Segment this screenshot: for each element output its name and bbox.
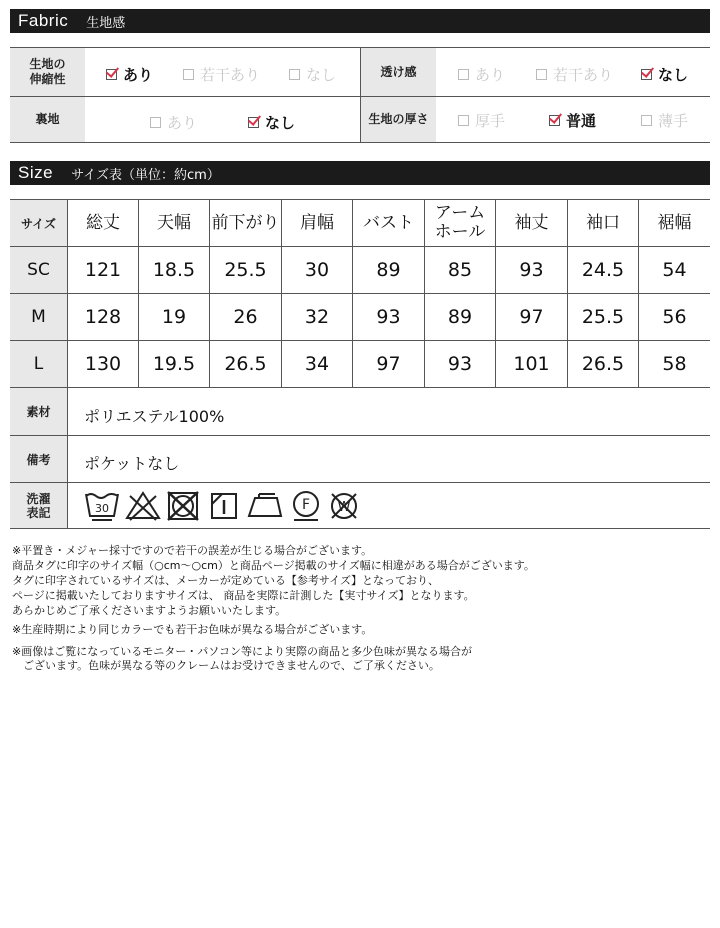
sheer-option-slight: 若干あり (536, 64, 613, 85)
table-cell: 26.5 (224, 353, 267, 375)
table-cell: 93 (447, 353, 473, 375)
thickness-option-thin: 薄手 (641, 110, 688, 131)
checkbox-empty-icon (183, 69, 194, 80)
header-shoulder: 肩幅 (300, 212, 334, 233)
note-tag-size: 商品タグに印字のサイズ幅（○cm〜○cm）と商品ページ掲載のサイズ幅に相違がある場合がございます。 (12, 559, 535, 572)
fabric-subtitle: 生地感 (86, 15, 126, 31)
checkbox-empty-icon (458, 69, 469, 80)
checkbox-checked-icon (248, 117, 259, 128)
sheer-option-no: なし (641, 64, 688, 85)
lining-option-yes: あり (150, 112, 197, 133)
wash-temp-label: 30 (95, 502, 109, 515)
lining-option-no: なし (248, 112, 295, 133)
iron-low-icon (245, 490, 285, 522)
checkbox-empty-icon (150, 117, 161, 128)
wash-30-icon (83, 490, 121, 522)
header-cuff: 袖口 (586, 212, 620, 233)
checkbox-checked-icon (549, 115, 560, 126)
header-front-drop: 前下がり (211, 212, 280, 233)
table-cell: 128 (84, 306, 122, 328)
note-measure: ※平置き・メジャー採寸ですので若干の誤差が生じる場合がございます。 (12, 544, 373, 557)
table-cell: 26 (233, 306, 258, 328)
note-actual-size: ページに掲載いたしておりますサイズは、 商品を実際に計測した【実寸サイズ】となります。 (12, 589, 475, 602)
table-cell: 93 (519, 259, 544, 281)
table-cell: 130 (84, 353, 122, 375)
table-cell: 25.5 (581, 306, 625, 328)
no-bleach-icon (125, 490, 161, 522)
checkbox-empty-icon (458, 115, 469, 126)
checkbox-empty-icon (289, 69, 300, 80)
header-size: サイズ (20, 216, 57, 231)
header-bust: バスト (363, 212, 414, 233)
table-cell: 101 (513, 353, 550, 375)
stretch-option-yes: あり (106, 64, 153, 85)
remarks-label-cell (10, 436, 67, 482)
table-cell: 18.5 (152, 259, 196, 281)
stretch-label-cell (10, 48, 85, 96)
checkbox-checked-icon (641, 69, 652, 80)
table-cell: 89 (376, 259, 401, 281)
table-cell: 24.5 (581, 259, 625, 281)
material-label-cell (10, 388, 67, 435)
note-thanks: あらかじめご了承くださいますようお願いいたします。 (12, 604, 287, 617)
checkbox-checked-icon (106, 69, 117, 80)
stretch-label: 生地の 伸縮性 (29, 57, 66, 86)
stretch-option-no: なし (289, 64, 336, 85)
lining-label: 裏地 (35, 112, 60, 126)
table-row-size: M (31, 307, 46, 327)
no-wet-clean-icon (327, 490, 361, 522)
sheer-label-cell (361, 48, 436, 96)
table-cell: 121 (84, 259, 122, 281)
table-row-size: L (33, 354, 44, 374)
size-title: Size (18, 163, 54, 182)
table-row-size: SC (27, 260, 50, 280)
size-subtitle: サイズ表（単位：約cm） (71, 167, 220, 183)
table-cell: 34 (304, 353, 330, 375)
note-color-lot: ※生産時期により同じカラーでも若干お色味が異なる場合がございます。 (12, 623, 373, 636)
dry-clean-f-icon (289, 490, 323, 522)
thickness-option-normal: 普通 (549, 110, 596, 131)
line-dry-shade-icon (209, 490, 239, 522)
table-cell: 19 (161, 306, 187, 328)
thickness-label-cell (361, 97, 436, 142)
size-section-header (10, 161, 710, 185)
thickness-option-thick: 厚手 (458, 110, 505, 131)
table-cell: 26.5 (581, 353, 625, 375)
header-sleeve-length: 袖丈 (514, 212, 549, 233)
sheer-label: 透け感 (380, 64, 417, 79)
remarks-label: 備考 (26, 452, 51, 467)
fabric-section-header (10, 9, 710, 33)
table-cell: 56 (662, 306, 687, 328)
sheer-option-yes: あり (458, 64, 505, 85)
table-cell: 30 (304, 259, 330, 281)
header-length: 総丈 (86, 212, 120, 233)
care-label-cell (10, 483, 67, 528)
table-cell: 97 (376, 353, 401, 375)
care-label: 洗濯 表記 (26, 491, 51, 520)
no-tumble-dry-icon (166, 490, 200, 522)
remarks-value: ポケットなし (84, 454, 180, 473)
material-value: ポリエステル100% (84, 407, 225, 426)
table-cell: 25.5 (224, 259, 267, 281)
table-cell: 19.5 (152, 353, 196, 375)
header-neck-width: 天幅 (157, 212, 191, 233)
note-monitor-1: ※画像はご覧になっているモニター・パソコン等により実際の商品と多少色味が異なる場合が (12, 645, 472, 658)
header-armhole: アーム ホール (434, 203, 486, 242)
note-monitor-2: ございます。色味が異なる等のクレームはお受けできませんので、ご了承ください。 (12, 659, 440, 672)
wet-clean-letter: W (337, 500, 351, 515)
material-label: 素材 (26, 405, 51, 419)
lining-label-cell (10, 97, 85, 142)
table-cell: 97 (519, 306, 544, 328)
table-cell: 58 (662, 353, 687, 375)
header-hem-width: 裾幅 (657, 212, 692, 233)
thickness-label: 生地の厚さ (368, 112, 429, 126)
table-cell: 54 (662, 259, 687, 281)
note-reference-size: タグに印字されているサイズは、メーカーが定めている【参考サイズ】となっており、 (12, 574, 440, 587)
stretch-option-slight: 若干あり (183, 64, 260, 85)
table-cell: 85 (447, 259, 473, 281)
checkbox-empty-icon (536, 69, 547, 80)
table-cell: 32 (304, 306, 330, 328)
dry-clean-letter: F (301, 497, 311, 513)
table-cell: 89 (447, 306, 473, 328)
checkbox-empty-icon (641, 115, 652, 126)
table-cell: 93 (376, 306, 401, 328)
fabric-title: Fabric (18, 11, 69, 30)
